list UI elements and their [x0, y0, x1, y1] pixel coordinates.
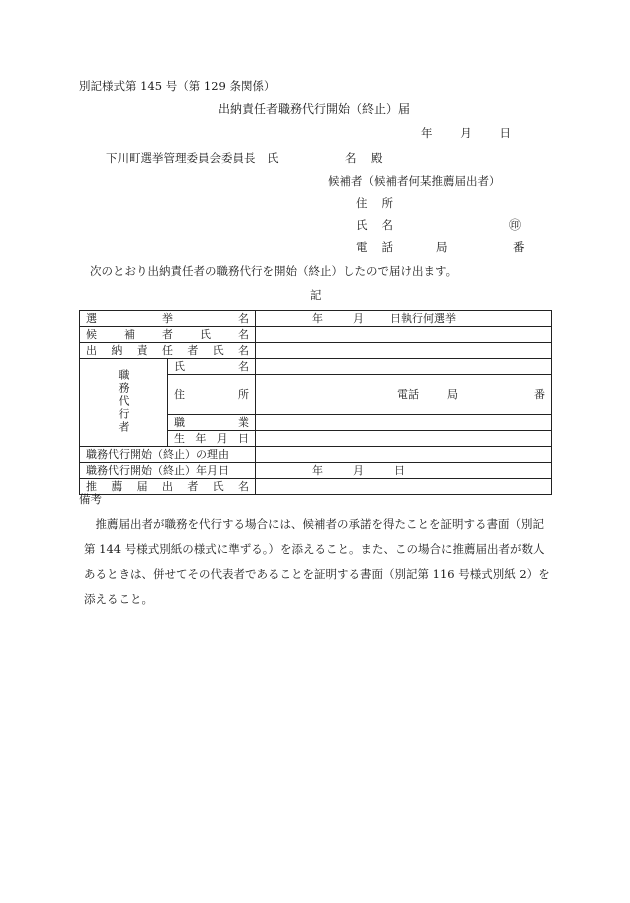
form-title: 出納責任者職務代行開始（終止）届 — [218, 102, 411, 116]
sender-phone-ban: 番 — [513, 240, 525, 254]
date-day: 日 — [499, 126, 511, 140]
deputy-birth-value — [256, 431, 552, 447]
deputy-name-label: 氏 名 — [168, 359, 256, 375]
row-candidate — [80, 327, 552, 343]
deputy-phone-ban: 番 — [534, 388, 545, 401]
statement: 次のとおり出納責任者の職務代行を開始（終止）したので届け出ます。 — [90, 264, 458, 278]
submitter-label: 推 薦 届 出 者 氏 名 — [80, 479, 256, 495]
remarks-heading: 備考 — [79, 492, 102, 506]
election-value: 年 月 日執行何選挙 — [256, 311, 552, 327]
row-election — [80, 311, 552, 327]
row-date — [80, 463, 552, 479]
form-table — [79, 310, 552, 495]
deputy-phone-label: 電話 — [397, 388, 419, 401]
submitter-value — [256, 479, 552, 495]
treasurer-value — [256, 343, 552, 359]
ki-marker: 記 — [310, 288, 322, 302]
remarks-text-block — [84, 512, 554, 612]
remarks-text: 推薦届出者が職務を代行する場合には、候補者の承諾を得たことを証明する書面（別記第 144 号様式別紙の様式に準ずる。）を添えること。また、この場合に推薦届出者が数人あるときは、併せてその代表者であることを証明する書面（別記第 116 号様式別紙 2）を添えること。 — [84, 517, 550, 606]
date-line — [421, 128, 511, 140]
deputy-name-value — [256, 359, 552, 375]
sender-phone-label: 電 話 — [356, 240, 393, 254]
candidate-label: 候 補 者 氏 名 — [80, 327, 256, 343]
form-reference: 別記様式第 145 号（第 129 条関係） — [79, 79, 276, 93]
reason-value — [256, 447, 552, 463]
addressee: 下川町選挙管理委員会委員長 氏 — [106, 151, 279, 165]
deputy-address-value — [256, 375, 552, 415]
sender-address-label: 住 所 — [356, 196, 393, 210]
row-treasurer — [80, 343, 552, 359]
seal-mark: ㊞ — [509, 218, 522, 232]
deputy-job-value — [256, 415, 552, 431]
row-reason — [80, 447, 552, 463]
sender-name-label: 氏 名 — [356, 218, 393, 232]
sender-role: 候補者（候補者何某推薦届出者） — [328, 174, 501, 188]
row-submitter — [80, 479, 552, 495]
deputy-phone-kyoku: 局 — [447, 388, 458, 401]
date-value: 年 月 日 — [256, 463, 552, 479]
reason-label: 職務代行開始（終止）の理由 — [80, 447, 256, 463]
addressee-honorific: 殿 — [371, 151, 383, 165]
deputy-job-label: 職 業 — [168, 415, 256, 431]
date-label: 職務代行開始（終止）年月日 — [80, 463, 256, 479]
sender-phone-kyoku: 局 — [436, 240, 448, 254]
date-year: 年 — [421, 126, 433, 140]
date-month: 月 — [460, 126, 472, 140]
deputy-birth-label: 生 年 月 日 — [168, 431, 256, 447]
election-label: 選 挙 名 — [80, 311, 256, 327]
addressee-name-label: 名 — [345, 151, 357, 165]
deputy-address-label: 住 所 — [168, 375, 256, 415]
candidate-value — [256, 327, 552, 343]
row-deputy-name — [80, 359, 552, 375]
deputy-group-label: 職務代行者 — [80, 359, 168, 447]
treasurer-label: 出 納 責 任 者 氏 名 — [80, 343, 256, 359]
